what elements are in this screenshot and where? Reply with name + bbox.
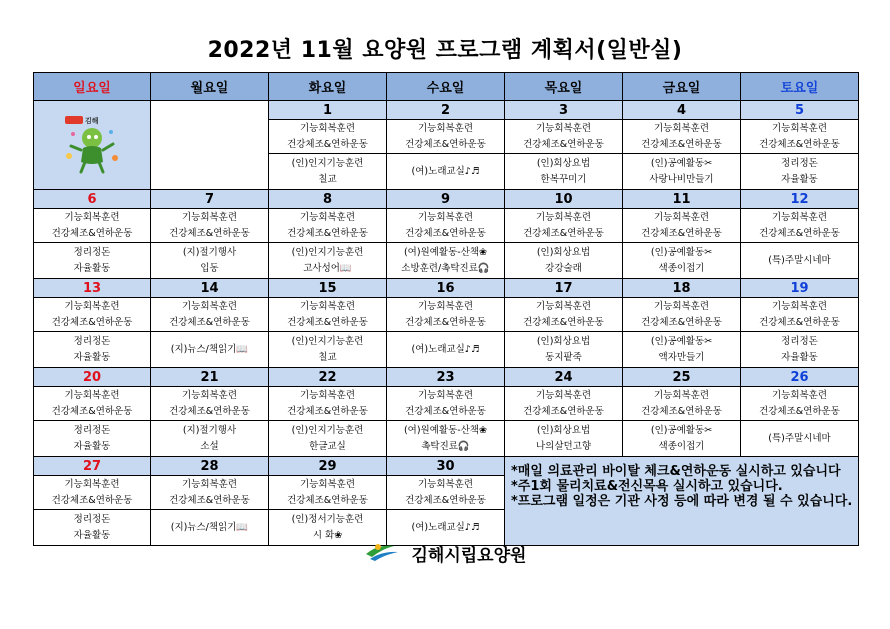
date-cell-sunday: 27 (34, 457, 151, 476)
cell-text-line: 건강체조&연하운동 (641, 138, 722, 150)
date-cell-monday: 14 (151, 279, 269, 298)
weekday-header-thursday: 목요일 (505, 73, 623, 101)
cell-text-line: (인)인지기능훈련 (291, 157, 364, 169)
cell-text-line: 기능회복훈련 (64, 389, 120, 401)
cell-text-line: 자율활동 (781, 351, 818, 363)
date-cell-tuesday: 29 (269, 457, 387, 476)
cell-text-line: 건강체조&연하운동 (523, 405, 604, 417)
date-cell-friday: 25 (623, 368, 741, 387)
program-cell (34, 421, 151, 457)
program-cell (269, 421, 387, 457)
program-cell (387, 243, 505, 279)
cell-text-line: 건강체조&연하운동 (405, 494, 486, 506)
calendar-body (34, 101, 859, 546)
activity-cell (387, 387, 505, 421)
program-cell (269, 332, 387, 368)
weekday-header-monday: 월요일 (151, 73, 269, 101)
cell-text-line: 기능회복훈련 (181, 389, 238, 401)
cell-text-line: (특)주말시네마 (768, 432, 831, 444)
cell-text-line: 건강체조&연하운동 (759, 405, 840, 417)
mascot-logo-cell (34, 101, 151, 190)
program-calendar (33, 72, 859, 546)
date-cell-monday: 21 (151, 368, 269, 387)
date-cell-wednesday: 16 (387, 279, 505, 298)
cell-text-line: 기능회복훈련 (299, 389, 356, 401)
cell-text-line: (인)회상요법 (536, 246, 591, 258)
cell-text-line: (여)노래교실♪♬ (411, 343, 480, 355)
program-row (34, 332, 859, 368)
cell-text-line: 기능회복훈련 (535, 389, 592, 401)
cell-text-line: (인)공예활동✂ (650, 335, 713, 347)
cell-text-line: (인)공예활동✂ (650, 424, 713, 436)
activity-cell (151, 476, 269, 510)
program-cell (505, 421, 623, 457)
cell-text-line: 소설 (200, 440, 219, 452)
activity-cell (741, 209, 859, 243)
program-cell (623, 243, 741, 279)
cell-text-line: 건강체조&연하운동 (405, 316, 486, 328)
program-row (34, 243, 859, 279)
program-cell (623, 332, 741, 368)
cell-text-line: 건강체조&연하운동 (641, 316, 722, 328)
date-cell-thursday: 3 (505, 101, 623, 120)
cell-text-line: 기능회복훈련 (535, 122, 592, 134)
activity-cell (269, 298, 387, 332)
activity-cell (151, 209, 269, 243)
activity-cell (623, 120, 741, 154)
gimhae-city-logo-icon (364, 540, 400, 567)
cell-text-line: 동지팥죽 (545, 351, 582, 363)
cell-text-line: (인)공예활동✂ (650, 157, 713, 169)
cell-text-line: 나의살던고향 (535, 440, 592, 452)
cell-text-line: (지)뉴스/책읽기📖 (170, 343, 249, 355)
cell-text-line: 기능회복훈련 (771, 300, 828, 312)
svg-text:김해: 김해 (85, 117, 99, 125)
cell-text-line: 자율활동 (73, 529, 111, 541)
cell-text-line: 기능회복훈련 (535, 211, 592, 223)
activity-cell (151, 387, 269, 421)
cell-text-line: 기능회복훈련 (653, 122, 710, 134)
cell-text-line: 건강체조&연하운동 (287, 405, 368, 417)
date-cell-thursday: 10 (505, 190, 623, 209)
empty-day-cell (151, 101, 269, 190)
date-cell-tuesday: 1 (269, 101, 387, 120)
cell-text-line: 건강체조&연하운동 (169, 494, 250, 506)
date-cell-friday: 18 (623, 279, 741, 298)
cell-text-line: 사랑나비만들기 (649, 173, 714, 185)
cell-text-line: 기능회복훈련 (417, 389, 474, 401)
activity-cell (34, 476, 151, 510)
program-cell (741, 332, 859, 368)
program-cell (387, 332, 505, 368)
cell-text-line: 건강체조&연하운동 (523, 227, 604, 239)
date-cell-thursday: 17 (505, 279, 623, 298)
cell-text-line: 기능회복훈련 (181, 300, 238, 312)
date-cell-tuesday: 22 (269, 368, 387, 387)
note-line: *주1회 물리치료&전신목욕 실시하고 있습니다. (511, 479, 783, 494)
activity-cell (387, 476, 505, 510)
cell-text-line: 고사성어📖 (303, 262, 352, 274)
notes-cell (505, 457, 859, 546)
cell-text-line: (여)노래교실♪♬ (411, 521, 480, 533)
activity-cell (387, 298, 505, 332)
cell-text-line: (지)절기행사 (182, 424, 237, 436)
cell-text-line: (인)회상요법 (536, 424, 591, 436)
date-cell-friday: 4 (623, 101, 741, 120)
cell-text-line: (인)회상요법 (536, 335, 591, 347)
cell-text-line: 기능회복훈련 (299, 211, 356, 223)
cell-text-line: (지)뉴스/책읽기📖 (170, 521, 249, 533)
note-line: *매일 의료관리 바이탈 체크&연하운동 실시하고 있습니다 (511, 464, 841, 479)
activity-cell (623, 387, 741, 421)
cell-text-line: (여)원예활동-산책❀ (403, 424, 488, 436)
footer-org-name: 김해시립요양원 (411, 546, 527, 566)
cell-text-line: 기능회복훈련 (417, 300, 474, 312)
cell-text-line: 기능회복훈련 (771, 389, 828, 401)
program-cell (623, 421, 741, 457)
activity-cell (505, 120, 623, 154)
cell-text-line: 건강체조&연하운동 (287, 316, 368, 328)
cell-text-line: 건강체조&연하운동 (405, 405, 486, 417)
cell-text-line: (인)회상요법 (536, 157, 591, 169)
program-cell (269, 243, 387, 279)
cell-text-line: (인)공예활동✂ (650, 246, 713, 258)
activity-cell (505, 387, 623, 421)
activity-cell (387, 120, 505, 154)
cell-text-line: 건강체조&연하운동 (51, 316, 133, 328)
cell-text-line: (지)절기행사 (182, 246, 237, 258)
cell-text-line: (인)인지기능훈련 (291, 424, 364, 436)
activity-cell (741, 298, 859, 332)
date-cell-saturday: 19 (741, 279, 859, 298)
footer (0, 540, 890, 567)
cell-text-line: 정리정돈 (73, 424, 111, 436)
cell-text-line: 건강체조&연하운동 (51, 227, 133, 239)
cell-text-line: 기능회복훈련 (299, 478, 356, 490)
cell-text-line: 정리정돈 (73, 513, 111, 525)
activity-cell (269, 476, 387, 510)
cell-text-line: 정리정돈 (781, 335, 818, 347)
cell-text-line: 건강체조&연하운동 (405, 227, 486, 239)
date-cell-wednesday: 23 (387, 368, 505, 387)
cell-text-line: 기능회복훈련 (64, 300, 120, 312)
cell-text-line: 기능회복훈련 (771, 211, 828, 223)
cell-text-line: 촉탁진료🎧 (421, 440, 470, 452)
activity-cell (269, 387, 387, 421)
cell-text-line: 기능회복훈련 (417, 211, 474, 223)
cell-text-line: 기능회복훈련 (653, 300, 710, 312)
date-row (34, 101, 859, 120)
cell-text-line: 칠교 (318, 173, 337, 185)
cell-text-line: 자율활동 (781, 173, 818, 185)
cell-text-line: 건강체조&연하운동 (641, 227, 722, 239)
date-cell-monday: 7 (151, 190, 269, 209)
cell-text-line: (특)주말시네마 (768, 254, 831, 266)
cell-text-line: (인)정서기능훈련 (291, 513, 364, 525)
cell-text-line: 색종이접기 (658, 262, 705, 274)
activity-cell (151, 298, 269, 332)
date-cell-wednesday: 9 (387, 190, 505, 209)
cell-text-line: 정리정돈 (73, 335, 111, 347)
date-cell-wednesday: 30 (387, 457, 505, 476)
cell-text-line: 건강체조&연하운동 (523, 138, 604, 150)
cell-text-line: 건강체조&연하운동 (169, 405, 250, 417)
cell-text-line: 건강체조&연하운동 (51, 405, 133, 417)
date-cell-sunday: 6 (34, 190, 151, 209)
cell-text-line: (여)노래교실♪♬ (411, 165, 480, 177)
cell-text-line: 한글교실 (309, 440, 346, 452)
date-row (34, 190, 859, 209)
date-row (34, 368, 859, 387)
weekday-header-friday: 금요일 (623, 73, 741, 101)
date-cell-tuesday: 8 (269, 190, 387, 209)
cell-text-line: 건강체조&연하운동 (523, 316, 604, 328)
cell-text-line: 건강체조&연하운동 (641, 405, 722, 417)
activity-cell (623, 209, 741, 243)
cell-text-line: 자율활동 (73, 440, 111, 452)
activity-cell (387, 209, 505, 243)
cell-text-line: 액자만들기 (658, 351, 705, 363)
date-cell-saturday: 5 (741, 101, 859, 120)
date-cell-thursday: 24 (505, 368, 623, 387)
weekday-header-row (34, 73, 859, 101)
program-cell (741, 421, 859, 457)
weekday-header-tuesday: 화요일 (269, 73, 387, 101)
cell-text-line: 건강체조&연하운동 (51, 494, 133, 506)
cell-text-line: 입동 (200, 262, 219, 274)
cell-text-line: 기능회복훈련 (653, 389, 710, 401)
cell-text-line: 기능회복훈련 (417, 478, 474, 490)
program-cell (151, 332, 269, 368)
weekday-header-saturday: 토요일 (741, 73, 859, 101)
date-cell-tuesday: 15 (269, 279, 387, 298)
program-cell (505, 332, 623, 368)
program-cell (34, 332, 151, 368)
cell-text-line: 건강체조&연하운동 (405, 138, 486, 150)
note-line: *프로그램 일정은 기관 사정 등에 따라 변경 될 수 있습니다. (511, 494, 853, 509)
cell-text-line: 기능회복훈련 (417, 122, 474, 134)
cell-text-line: 건강체조&연하운동 (287, 494, 368, 506)
program-cell (741, 243, 859, 279)
cell-text-line: 자율활동 (73, 351, 111, 363)
program-cell (151, 421, 269, 457)
cell-text-line: 기능회복훈련 (299, 300, 356, 312)
cell-text-line: 건강체조&연하운동 (169, 227, 250, 239)
cell-text-line: 소방훈련/촉탁진료🎧 (401, 262, 490, 274)
activity-cell (34, 209, 151, 243)
cell-text-line: 기능회복훈련 (535, 300, 592, 312)
cell-text-line: 건강체조&연하운동 (759, 316, 840, 328)
cell-text-line: 건강체조&연하운동 (169, 316, 250, 328)
activity-row (34, 387, 859, 421)
weekday-header-sunday: 일요일 (34, 73, 151, 101)
date-cell-wednesday: 2 (387, 101, 505, 120)
cell-text-line: 건강체조&연하운동 (287, 227, 368, 239)
activity-cell (505, 209, 623, 243)
program-row (34, 421, 859, 457)
activity-cell (34, 387, 151, 421)
cell-text-line: 기능회복훈련 (181, 211, 238, 223)
program-cell (34, 243, 151, 279)
program-cell (387, 421, 505, 457)
weekday-header-wednesday: 수요일 (387, 73, 505, 101)
program-cell (387, 154, 505, 190)
date-cell-friday: 11 (623, 190, 741, 209)
cell-text-line: 자율활동 (73, 262, 111, 274)
cell-text-line: 정리정돈 (73, 246, 111, 258)
program-cell (505, 243, 623, 279)
date-cell-sunday: 20 (34, 368, 151, 387)
cell-text-line: 칠교 (318, 351, 337, 363)
cell-text-line: 기능회복훈련 (64, 211, 120, 223)
date-cell-monday: 28 (151, 457, 269, 476)
cell-text-line: 시 화❀ (312, 529, 343, 541)
activity-row (34, 298, 859, 332)
mascot-character-icon (59, 110, 125, 176)
cell-text-line: (인)인지기능훈련 (291, 246, 364, 258)
activity-cell (505, 298, 623, 332)
activity-cell (741, 387, 859, 421)
cell-text-line: 기능회복훈련 (299, 122, 356, 134)
activity-row (34, 209, 859, 243)
cell-text-line: 기능회복훈련 (771, 122, 828, 134)
date-cell-saturday: 26 (741, 368, 859, 387)
cell-text-line: 건강체조&연하운동 (287, 138, 368, 150)
cell-text-line: 건강체조&연하운동 (759, 138, 840, 150)
date-row (34, 457, 859, 476)
cell-text-line: 정리정돈 (781, 157, 818, 169)
cell-text-line: 기능회복훈련 (653, 211, 710, 223)
program-cell (741, 154, 859, 190)
activity-cell (269, 209, 387, 243)
cell-text-line: 기능회복훈련 (181, 478, 238, 490)
page-title: 2022년 11월 요양원 프로그램 계획서(일반실) (207, 38, 683, 63)
date-cell-saturday: 12 (741, 190, 859, 209)
activity-cell (34, 298, 151, 332)
activity-cell (623, 298, 741, 332)
date-cell-sunday: 13 (34, 279, 151, 298)
cell-text-line: 색종이접기 (658, 440, 705, 452)
cell-text-line: 강강술래 (545, 262, 582, 274)
program-cell (269, 154, 387, 190)
cell-text-line: (인)인지기능훈련 (291, 335, 364, 347)
program-cell (623, 154, 741, 190)
cell-text-line: 한복꾸미기 (540, 173, 587, 185)
cell-text-line: 기능회복훈련 (64, 478, 120, 490)
program-cell (505, 154, 623, 190)
activity-cell (741, 120, 859, 154)
date-row (34, 279, 859, 298)
cell-text-line: (여)원예활동-산책❀ (403, 246, 488, 258)
program-cell (151, 243, 269, 279)
activity-cell (269, 120, 387, 154)
cell-text-line: 건강체조&연하운동 (759, 227, 840, 239)
